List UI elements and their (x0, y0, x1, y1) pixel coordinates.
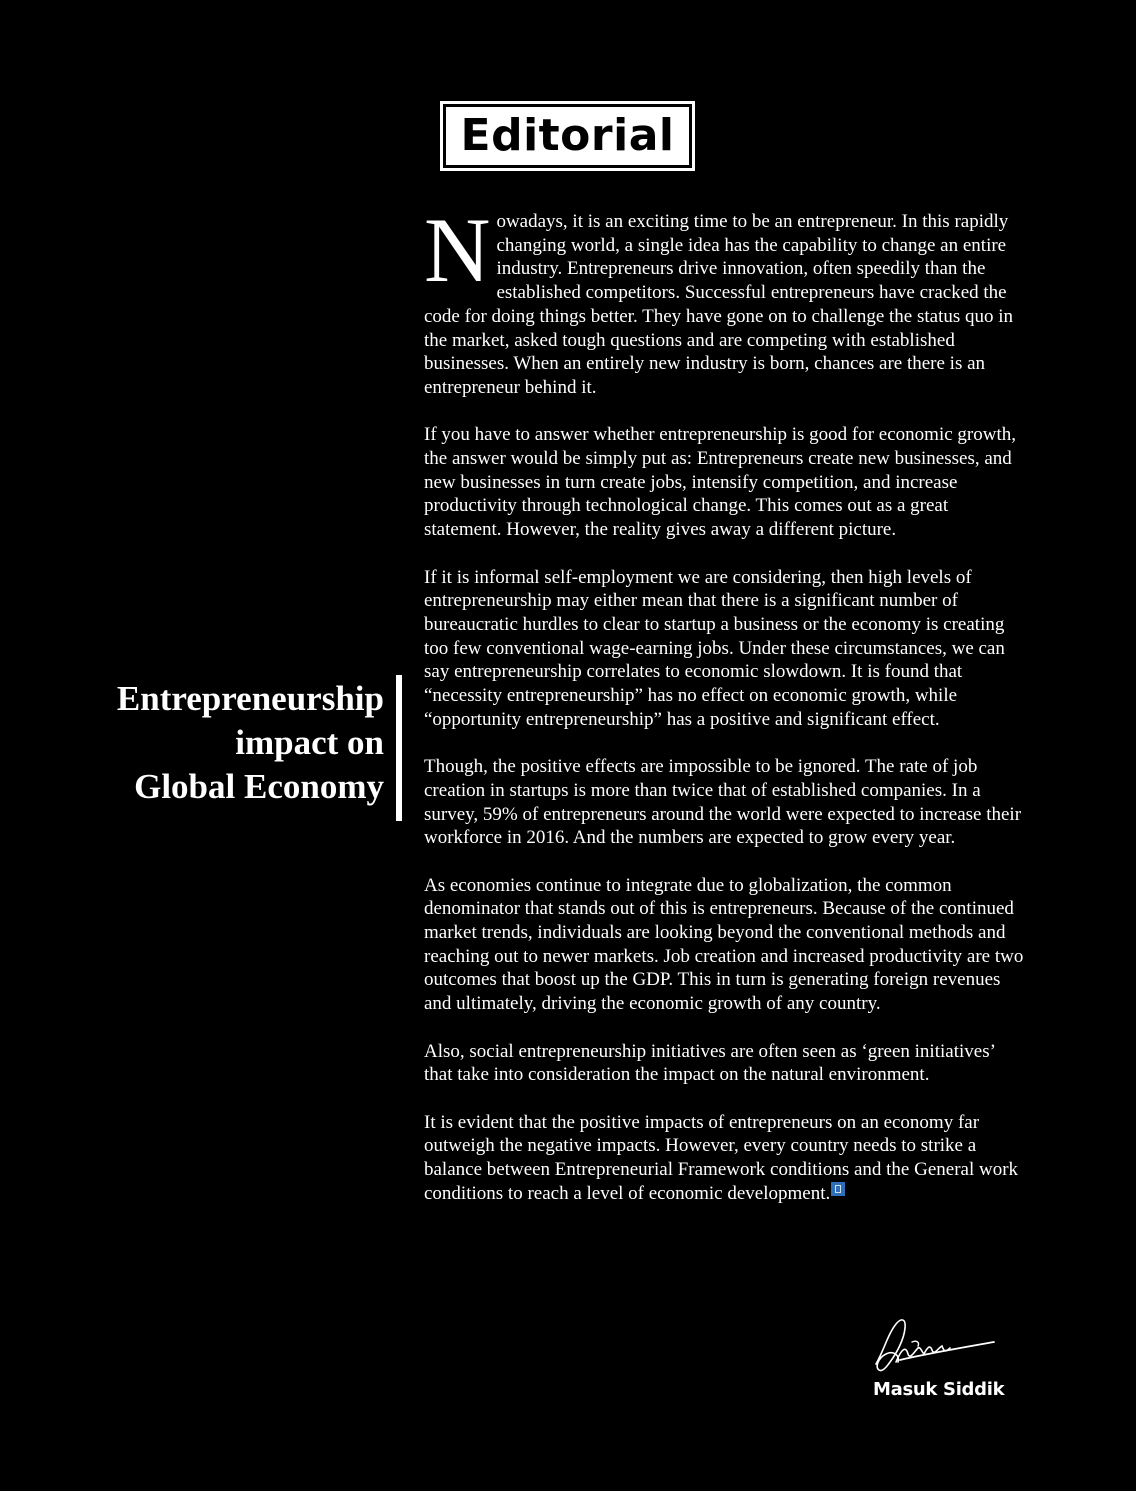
sidebar-headline-line-2: impact on (235, 723, 384, 762)
sidebar-headline-line-3: Global Economy (134, 767, 384, 806)
signature-image (870, 1312, 1000, 1378)
end-of-article-mark-icon (831, 1182, 845, 1196)
article-paragraph-7-text: It is evident that the positive impacts of entrepreneurs on an economy far outweigh the negative impacts. However, every country needs to strike a balance between Entrepreneurial Framework conditions and the General work conditions to reach a level of economic development. (424, 1111, 1019, 1204)
article-paragraph-1-text: owadays, it is an exciting time to be an entrepreneur. In this rapidly changing world, a single idea has the capability to change an entire industry. Entrepreneurs drive innovation, often speedily than the established competitors. Successful entrepreneurs have cracked the code for doing things better. They have gone on to challenge the status quo in the market, asked tough questions and are competing with established businesses. When an entirely new industry is born, chances are there is an entrepreneur behind it. (424, 211, 1014, 398)
article-body (424, 199, 1026, 1229)
article-paragraph-6: Also, social entrepreneurship initiatives are often seen as ‘green initiatives’ that take into consideration the impact on the natural environment. (424, 1040, 995, 1086)
article-paragraph-5: As economies continue to integrate due to globalization, the common denominator that stands out of this is entrepreneurs. Because of the continued market trends, individuals are looking beyond the conventional methods and reaching out to newer markets. Job creation and increased productivity are two outcomes that boost up the GDP. This in turn is generating foreign revenues and ultimately, driving the economic growth of any country. (424, 874, 1024, 1015)
article-paragraph-3: If it is informal self-employment we are considering, then high levels of entrepreneurship may either mean that there is a significant number of bureaucratic hurdles to clear to startup a business or the economy is creating too few conventional wage-earning jobs. Under these circumstances, we can say entrepreneurship correlates to economic slowdown. It is found that “necessity entrepreneurship” has no effect on economic growth, while “opportunity entrepreneurship” has a positive and significant effect. (424, 566, 1005, 730)
article-paragraph-7 (424, 1111, 1026, 1206)
sidebar-vertical-rule (396, 675, 402, 821)
signer-name: Masuk Siddik (873, 1379, 1005, 1400)
masthead-title: Editorial (460, 110, 675, 161)
sidebar-headline-line-1: Entrepreneurship (116, 679, 384, 718)
article-paragraph-1 (424, 199, 1026, 400)
sidebar-headline (84, 677, 384, 809)
masthead-frame (440, 101, 695, 171)
masthead-box (446, 107, 689, 165)
article-paragraph-2: If you have to answer whether entrepreneurship is good for economic growth, the answer would be simply put as: Entrepreneurs create new businesses, and new businesses in turn create jobs, intensify competition, and increase productivity through technological change. This comes out as a great statement. However, the reality gives away a different picture. (424, 424, 1016, 541)
article-paragraph-4: Though, the positive effects are impossible to be ignored. The rate of job creation in startups is more than twice that of established companies. In a survey, 59% of entrepreneurs around the world were expected to increase their workforce in 2016. And the numbers are expected to grow every year. (424, 756, 1022, 849)
drop-cap: N (424, 199, 491, 301)
